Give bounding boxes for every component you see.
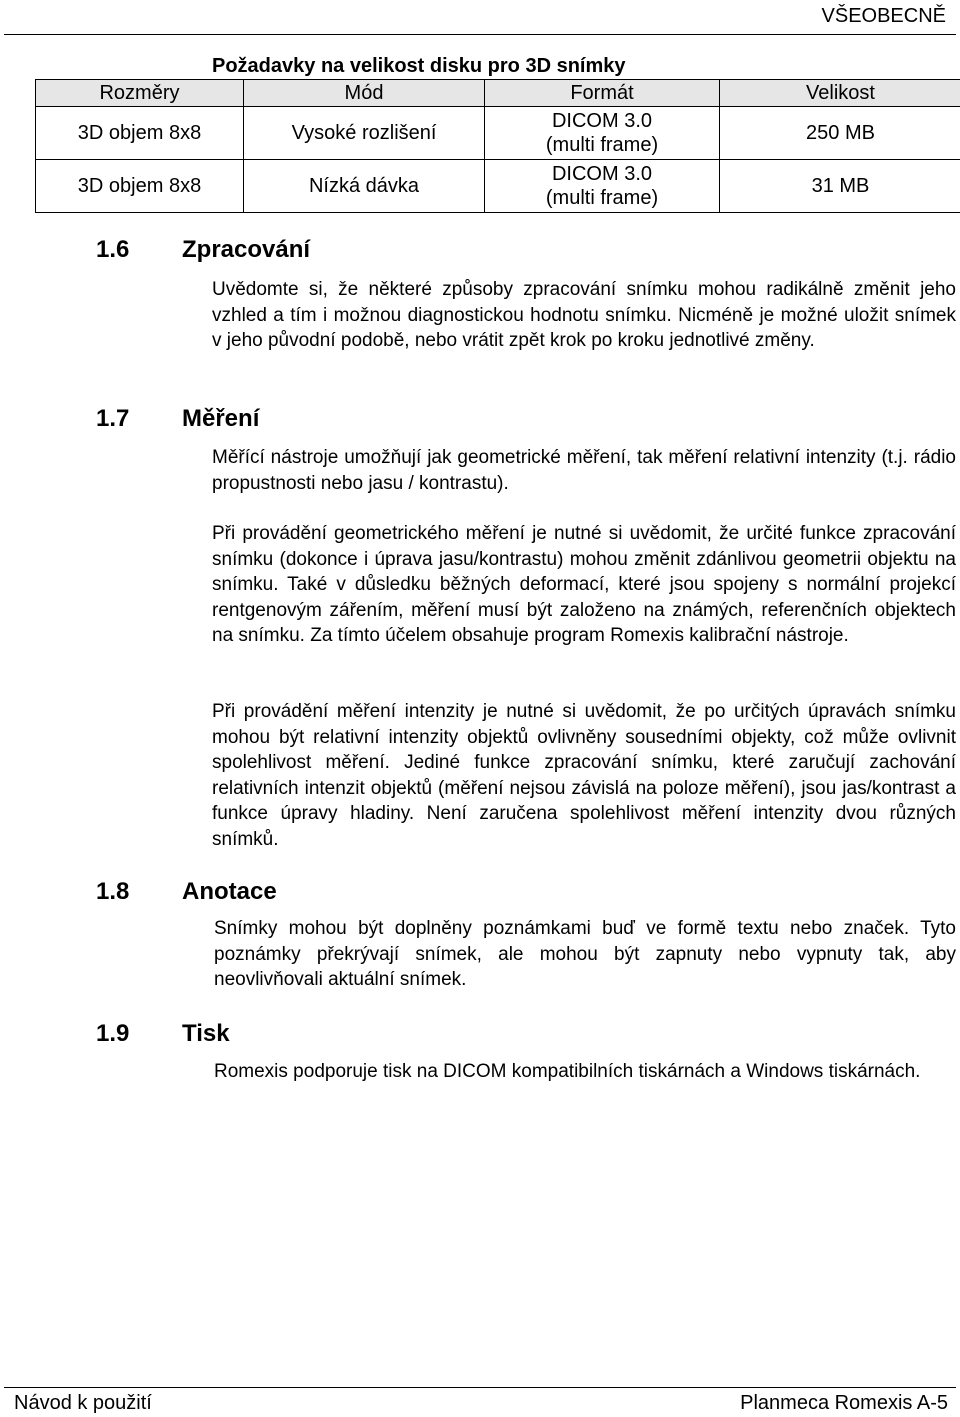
cell-dimensions: 3D objem 8x8 bbox=[36, 107, 244, 160]
page-header-label: VŠEOBECNĚ bbox=[821, 5, 946, 27]
paragraph: Uvědomte si, že některé způsoby zpracování snímku mohou radikálně změnit jeho vzhled a tím i možnou diagnostickou hodnotu snímku. Nicméně je možné uložit snímek v jeho původní podobě, nebo vrátit zpět krok po kroku jednotlivé změny. bbox=[212, 279, 956, 352]
table-row bbox=[36, 160, 960, 213]
cell-format bbox=[485, 160, 720, 213]
column-header-format: Formát bbox=[485, 80, 720, 107]
paragraph: Snímky mohou být doplněny poznámkami buď ve formě textu nebo značek. Tyto poznámky překrývají snímek, ale mohou být zapnuty nebo vypnuty tak, aby neovlivňovali aktuální snímek. bbox=[214, 918, 956, 991]
table-title: Požadavky na velikost disku pro 3D snímky bbox=[212, 55, 626, 77]
disk-requirements-table bbox=[35, 79, 960, 213]
cell-format-line1: DICOM 3.0 bbox=[551, 163, 653, 185]
paragraph: Měřící nástroje umožňují jak geometrické měření, tak měření relativní intenzity (t.j. rádio propustnosti nebo jasu / kontrastu). bbox=[212, 447, 956, 494]
cell-format-line1: DICOM 3.0 bbox=[551, 110, 653, 132]
section-title: Měření bbox=[182, 405, 260, 432]
cell-mode: Nízká dávka bbox=[244, 160, 485, 213]
cell-format-line2: (multi frame) bbox=[545, 187, 659, 209]
paragraph: Při provádění geometrického měření je nutné si uvědomit, že určité funkce zpracování snímku (dokonce i úprava jasu/kontrastu) mohou změnit zdánlivou geometrii objektu na snímku. Také v důsledku běžných deformací, které jsou spojeny s normální projekcí rentgenovým zářením, měření musí být založeno na známých, referenčních objektech na snímku. Za tímto účelem obsahuje program Romexis kalibrační nástroje. bbox=[212, 523, 956, 647]
footer-divider bbox=[4, 1387, 956, 1388]
section-heading-measurement bbox=[96, 405, 259, 433]
section-heading-annotation bbox=[96, 878, 277, 906]
section-number: 1.6 bbox=[96, 236, 130, 263]
cell-format-line2: (multi frame) bbox=[545, 134, 659, 156]
table-row bbox=[36, 107, 960, 160]
section-title: Zpracování bbox=[182, 236, 311, 263]
footer-page-label: Planmeca Romexis A-5 bbox=[740, 1392, 948, 1414]
column-header-dimensions: Rozměry bbox=[36, 80, 244, 107]
column-header-mode: Mód bbox=[244, 80, 485, 107]
section-number: 1.8 bbox=[96, 878, 130, 905]
cell-dimensions: 3D objem 8x8 bbox=[36, 160, 244, 213]
section-title: Tisk bbox=[182, 1020, 230, 1047]
footer-manual-title: Návod k použití bbox=[14, 1392, 152, 1414]
paragraph: Při provádění měření intenzity je nutné si uvědomit, že po určitých úpravách snímku mohou být relativní intenzity objektů ovlivněny sousedními objekty, což může ovlivnit spolehlivost měření. Jediné funkce zpracování snímku, které zaručují zachování relativních intenzit objektů (měření nejsou závislá na poloze měření), jsou jas/kontrast a funkce úpravy hladiny. Není zaručena spolehlivost měření intenzity dvou různých snímků. bbox=[212, 701, 956, 850]
header-divider bbox=[4, 34, 956, 35]
cell-mode: Vysoké rozlišení bbox=[244, 107, 485, 160]
section-number: 1.7 bbox=[96, 405, 130, 432]
section-title: Anotace bbox=[182, 878, 277, 905]
cell-format bbox=[485, 107, 720, 160]
section-heading-print bbox=[96, 1020, 230, 1048]
cell-size: 31 MB bbox=[720, 160, 960, 213]
section-number: 1.9 bbox=[96, 1020, 130, 1047]
cell-size: 250 MB bbox=[720, 107, 960, 160]
column-header-size: Velikost bbox=[720, 80, 960, 107]
table-header-row bbox=[36, 80, 960, 107]
section-heading-processing bbox=[96, 236, 310, 264]
paragraph: Romexis podporuje tisk na DICOM kompatibilních tiskárnách a Windows tiskárnách. bbox=[214, 1061, 921, 1082]
